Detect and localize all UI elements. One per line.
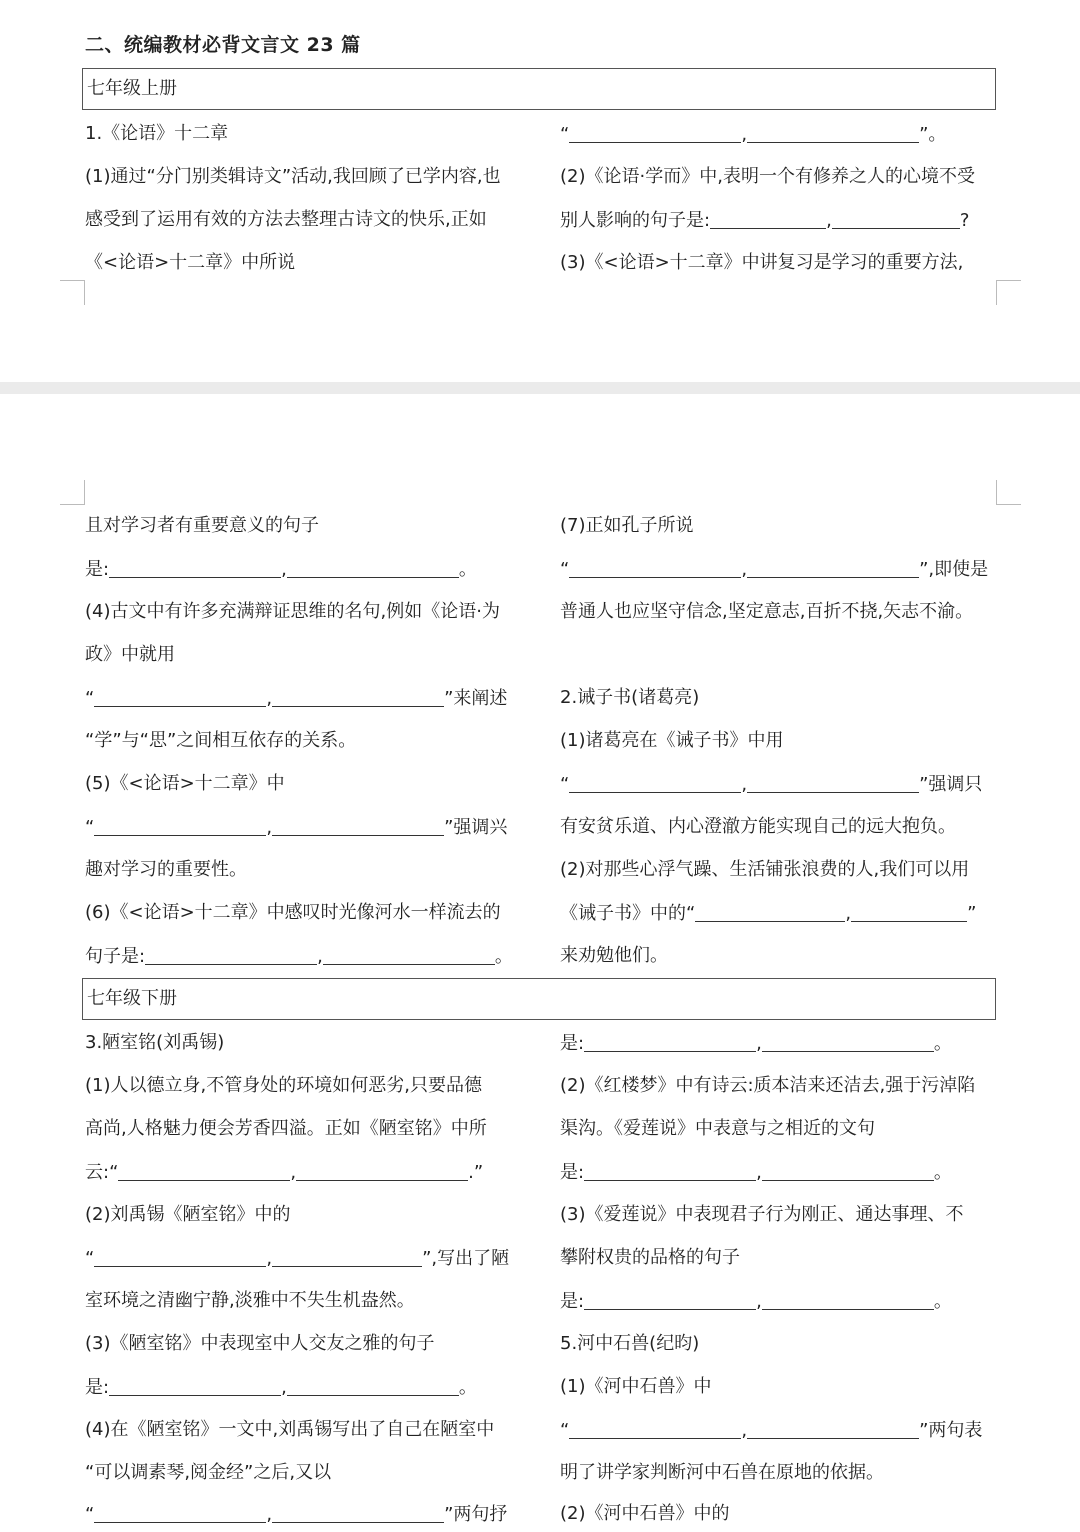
page-title: 二、统编教材必背文言文 23 篇	[85, 34, 361, 56]
answer-line: 云:“ , .”	[85, 1162, 484, 1183]
question-text: (1)《河中石兽》中	[560, 1376, 712, 1397]
question-text: (2)《论语·学而》中,表明一个有修养之人的心境不受	[560, 166, 975, 187]
answer-blank[interactable]	[94, 1246, 266, 1267]
question-text: (3)《陋室铭》中表现室中人交友之雅的句子	[85, 1333, 435, 1354]
answer-blank[interactable]	[710, 208, 826, 229]
answer-blank[interactable]	[747, 122, 919, 143]
question-text: (5)《<论语>十二章》中	[85, 773, 285, 794]
answer-blank[interactable]	[832, 208, 960, 229]
answer-blank[interactable]	[296, 1160, 468, 1181]
answer-blank[interactable]	[569, 557, 741, 578]
question-text: (1)诸葛亮在《诫子书》中用	[560, 730, 784, 751]
answer-blank[interactable]	[584, 1289, 756, 1310]
answer-line: “ , ”。	[560, 124, 947, 145]
question-text: (1)人以德立身,不管身处的环境如何恶劣,只要品德	[85, 1075, 482, 1096]
question-text: (7)正如孔子所说	[560, 515, 694, 536]
answer-blank[interactable]	[762, 1160, 934, 1181]
question-text: (3)《爱莲说》中表现君子行为刚正、通达事理、不	[560, 1204, 964, 1225]
answer-line: 是: , 。	[85, 559, 477, 580]
question-text: (3)《<论语>十二章》中讲复习是学习的重要方法,	[560, 252, 964, 273]
page-corner-mark	[996, 480, 1021, 505]
question-text: 室环境之清幽宁静,淡雅中不失生机盎然。	[85, 1290, 415, 1311]
answer-line: 句子是: , 。	[85, 946, 513, 967]
answer-blank[interactable]	[109, 557, 281, 578]
page-corner-mark	[996, 280, 1021, 305]
page-corner-mark	[60, 280, 85, 305]
question-text: 渠沟。《爱莲说》中表意与之相近的文句	[560, 1118, 875, 1139]
question-text: 普通人也应坚守信念,坚定意志,百折不挠,矢志不渝。	[560, 601, 974, 622]
answer-blank[interactable]	[584, 1031, 756, 1052]
answer-blank[interactable]	[569, 122, 741, 143]
question-text: (2)刘禹锡《陋室铭》中的	[85, 1204, 291, 1225]
answer-blank[interactable]	[747, 772, 919, 793]
question-text: (2)对那些心浮气躁、生活铺张浪费的人,我们可以用	[560, 859, 970, 880]
answer-blank[interactable]	[569, 1418, 741, 1439]
question-heading: 2.诫子书(诸葛亮)	[560, 687, 700, 708]
question-text: “学”与“思”之间相互依存的关系。	[85, 730, 357, 751]
answer-line: “ , ”强调兴	[85, 817, 508, 838]
question-text: 攀附权贵的品格的句子	[560, 1247, 740, 1268]
question-text: 政》中就用	[85, 644, 175, 665]
answer-blank[interactable]	[851, 901, 967, 922]
answer-line: 是: , 。	[560, 1033, 952, 1054]
question-text: (2)《红楼梦》中有诗云:质本洁来还洁去,强于污淖陷	[560, 1075, 976, 1096]
answer-blank[interactable]	[287, 1375, 459, 1396]
answer-blank[interactable]	[272, 1502, 444, 1523]
question-text: (4)在《陋室铭》一文中,刘禹锡写出了自己在陋室中	[85, 1419, 495, 1440]
answer-blank[interactable]	[695, 901, 845, 922]
answer-blank[interactable]	[272, 686, 444, 707]
answer-blank[interactable]	[762, 1289, 934, 1310]
answer-blank[interactable]	[94, 1502, 266, 1523]
answer-line: 《诫子书》中的“ , ”	[560, 903, 977, 924]
answer-blank[interactable]	[569, 772, 741, 793]
question-text: 来劝勉他们。	[560, 945, 668, 966]
answer-line: “ , ”,写出了陋	[85, 1248, 510, 1269]
question-text: 高尚,人格魅力便会芳香四溢。正如《陋室铭》中所	[85, 1118, 487, 1139]
answer-blank[interactable]	[118, 1160, 290, 1181]
question-text: (1)通过“分门别类辑诗文”活动,我回顾了已学内容,也	[85, 166, 501, 187]
answer-blank[interactable]	[747, 557, 919, 578]
answer-line: “ , ”来阐述	[85, 688, 508, 709]
answer-blank[interactable]	[94, 686, 266, 707]
question-text: 明了讲学家判断河中石兽在原地的依据。	[560, 1462, 884, 1483]
question-heading: 5.河中石兽(纪昀)	[560, 1333, 700, 1354]
answer-line: “ , ”两句抒	[85, 1504, 508, 1525]
page-corner-mark	[60, 480, 85, 505]
answer-line: 是: , 。	[560, 1291, 952, 1312]
question-text: 趣对学习的重要性。	[85, 859, 247, 880]
question-text: 感受到了运用有效的方法去整理古诗文的快乐,正如	[85, 209, 487, 230]
question-text: 《<论语>十二章》中所说	[85, 252, 296, 273]
answer-blank[interactable]	[272, 815, 444, 836]
answer-blank[interactable]	[762, 1031, 934, 1052]
answer-line: 别人影响的句子是: , ?	[560, 210, 970, 231]
answer-line: 是: , 。	[560, 1162, 952, 1183]
question-text: (4)古文中有许多充满辩证思维的名句,例如《论语·为	[85, 601, 500, 622]
question-text: 且对学习者有重要意义的句子	[85, 515, 319, 536]
question-heading: 1.《论语》十二章	[85, 123, 229, 144]
answer-blank[interactable]	[323, 944, 495, 965]
answer-blank[interactable]	[94, 815, 266, 836]
page-separator	[0, 382, 1080, 394]
question-heading: 3.陋室铭(刘禹锡)	[85, 1032, 225, 1053]
answer-blank[interactable]	[287, 557, 459, 578]
answer-line: “ , ”两句表	[560, 1420, 983, 1441]
answer-blank[interactable]	[145, 944, 317, 965]
answer-blank[interactable]	[272, 1246, 422, 1267]
question-text: “可以调素琴,阅金经”之后,又以	[85, 1462, 332, 1483]
question-text: (2)《河中石兽》中的	[560, 1503, 730, 1524]
question-text: 有安贫乐道、内心澄澈方能实现自己的远大抱负。	[560, 816, 956, 837]
answer-line: “ , ”,即使是	[560, 559, 989, 580]
answer-line: 是: , 。	[85, 1377, 477, 1398]
answer-blank[interactable]	[109, 1375, 281, 1396]
answer-line: “ , ”强调只	[560, 774, 983, 795]
question-text: (6)《<论语>十二章》中感叹时光像河水一样流去的	[85, 902, 501, 923]
section-header-grade7-down: 七年级下册	[82, 978, 996, 1020]
answer-blank[interactable]	[747, 1418, 919, 1439]
section-header-grade7-up: 七年级上册	[82, 68, 996, 110]
answer-blank[interactable]	[584, 1160, 756, 1181]
